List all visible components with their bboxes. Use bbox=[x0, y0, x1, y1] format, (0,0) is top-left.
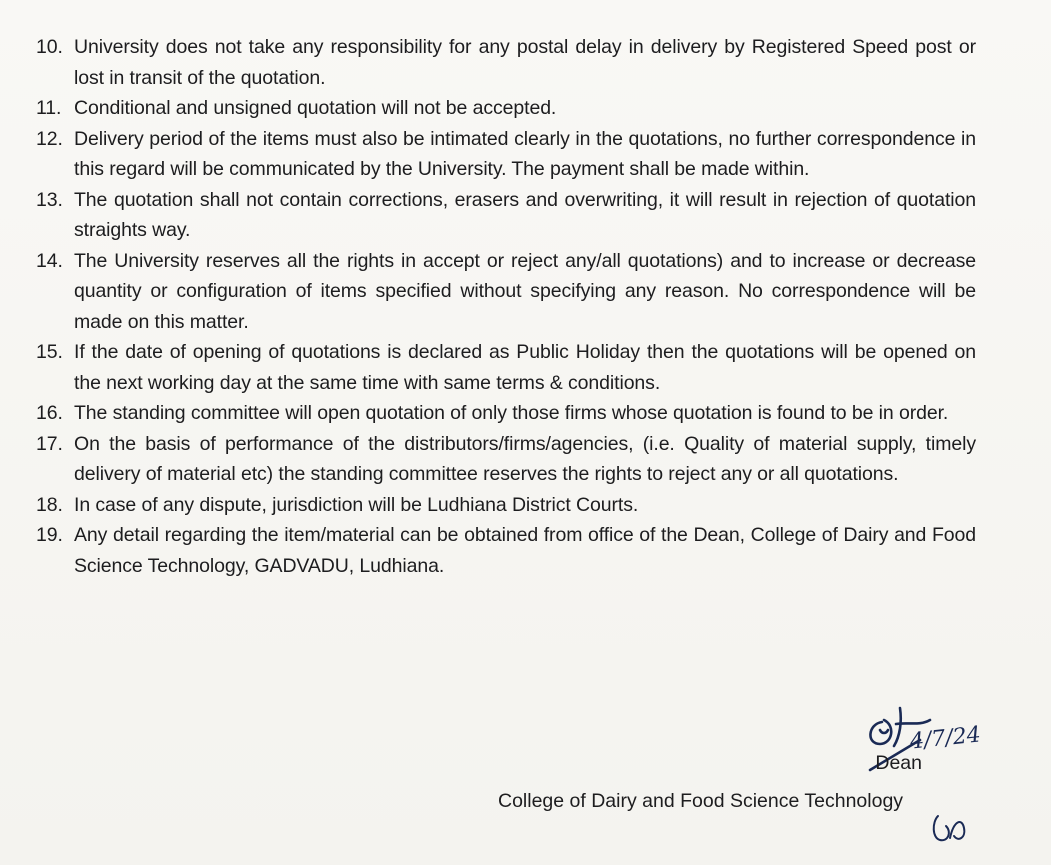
item-number: 13. bbox=[36, 188, 63, 211]
item-text: On the basis of performance of the distributors/firms/agencies, (i.e. Quality of material supply, timely delivery of material etc) the standing committee reserves the rights to reject any or all quotations. bbox=[74, 432, 976, 485]
list-item bbox=[36, 398, 976, 429]
signatory-institution: College of Dairy and Food Science Technology bbox=[498, 790, 904, 812]
list-item bbox=[36, 185, 976, 246]
item-number: 18. bbox=[36, 493, 63, 516]
item-text: Any detail regarding the item/material can be obtained from office of the Dean, College of Dairy and Food Science Technology, GADVADU, Ludhiana. bbox=[74, 524, 976, 577]
item-text: University does not take any responsibility for any postal delay in delivery by Registered Speed post or lost in transit of the quotation. bbox=[74, 36, 976, 89]
signatory-designation: Dean bbox=[875, 752, 922, 774]
list-item bbox=[36, 520, 976, 581]
item-text: The quotation shall not contain corrections, erasers and overwriting, it will result in rejection of quotation straights way. bbox=[74, 188, 976, 241]
item-number: 15. bbox=[36, 341, 63, 363]
list-item bbox=[36, 93, 976, 124]
item-text: Conditional and unsigned quotation will not be accepted. bbox=[74, 97, 557, 119]
list-item bbox=[36, 429, 976, 490]
item-number: 17. bbox=[36, 432, 63, 455]
list-item bbox=[36, 337, 976, 398]
item-number: 14. bbox=[36, 249, 63, 272]
initials-mark bbox=[928, 808, 972, 846]
item-number: 12. bbox=[36, 127, 63, 150]
item-number: 10. bbox=[36, 36, 63, 58]
item-text: The standing committee will open quotation of only those firms whose quotation is found to be in order. bbox=[74, 402, 949, 424]
list-item bbox=[36, 32, 976, 93]
item-number: 16. bbox=[36, 402, 63, 424]
item-text: In case of any dispute, jurisdiction will be Ludhiana District Courts. bbox=[74, 493, 639, 516]
item-number: 11. bbox=[36, 97, 62, 119]
signature-block bbox=[480, 690, 1000, 865]
item-number: 19. bbox=[36, 524, 63, 546]
terms-list bbox=[36, 32, 976, 581]
item-text: If the date of opening of quotations is declared as Public Holiday then the quotations will be opened on the next working day at the same time with same terms & conditions. bbox=[74, 341, 976, 394]
list-item bbox=[36, 124, 976, 185]
item-text: Delivery period of the items must also be intimated clearly in the quotations, no further correspondence in this regard will be communicated by the University. The payment shall be made within. bbox=[74, 127, 976, 180]
list-item bbox=[36, 490, 976, 521]
list-item bbox=[36, 246, 976, 338]
signature-date: 4/7/24 bbox=[908, 722, 982, 755]
item-text: The University reserves all the rights in accept or reject any/all quotations) and to increase or decrease quantity or configuration of items specified without specifying any reason. No correspondence will be made on this matter. bbox=[74, 249, 976, 333]
